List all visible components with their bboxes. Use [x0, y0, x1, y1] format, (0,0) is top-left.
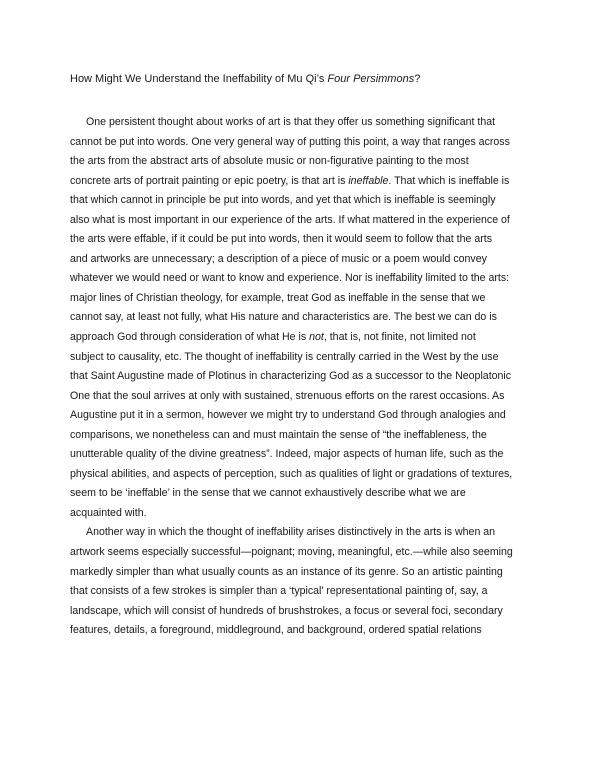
paragraph-line — [70, 328, 546, 348]
paragraph-line: markedly simpler than what usually counts as an instance of its genre. So an artistic painting — [70, 565, 503, 578]
paragraph-line: whatever we would need or want to know and experience. Nor is ineffability limited to the arts: — [70, 272, 510, 285]
paragraph-line: artwork seems especially successful—poignant; moving, meaningful, etc.—while also seeming — [70, 546, 513, 559]
paragraph-1 — [70, 113, 546, 523]
paragraph-line: the arts were effable, if it could be put into words, then it would seem to follow that the arts — [70, 233, 493, 246]
paragraph-line: also what is most important in our experience of the arts. If what mattered in the experience of — [70, 213, 510, 226]
paragraph-line: physical abilities, and aspects of perception, such as qualities of light or gradations of textures, — [70, 467, 513, 480]
document-body — [70, 113, 546, 641]
paragraph-line: the arts from the abstract arts of absolute music or non-figurative painting to the most — [70, 155, 469, 168]
line-segment: . That which is ineffable is — [388, 174, 510, 187]
paragraph-line: landscape, which will consist of hundreds of brushstrokes, a focus or several foci, secondary — [70, 604, 503, 617]
paragraph-line: subject to causality, etc. The thought of ineffability is centrally carried in the West by the use — [70, 350, 499, 363]
paragraph-line: Another way in which the thought of ineffability arises distinctively in the arts is when an — [86, 526, 496, 539]
paragraph-line: cannot be put into words. One very general way of putting this point, a way that ranges across — [70, 135, 510, 148]
title-suffix: ? — [414, 73, 421, 85]
italic-term: ineffable — [348, 174, 389, 187]
paragraph-line: One that the soul arrives at only with sustained, strenuous efforts on the rarest occasions. As — [70, 389, 505, 402]
paragraph-line: major lines of Christian theology, for example, treat God as ineffable in the sense that we — [70, 291, 486, 304]
title-text: How Might We Understand the Ineffability of Mu Qi’s — [70, 73, 328, 85]
title-italic-text: Four Persimmons — [327, 73, 415, 85]
document-title — [70, 72, 540, 86]
paragraph-line: that consists of a few strokes is simpler than a ‘typical’ representational painting of, say, a — [70, 585, 488, 598]
paragraph-line: features, details, a foreground, middleground, and background, ordered spatial relations — [70, 624, 482, 637]
paragraph-line: One persistent thought about works of art is that they offer us something significant that — [86, 116, 496, 128]
italic-term: not — [309, 331, 324, 344]
line-segment: concrete arts of portrait painting or epic poetry, is that art is — [70, 174, 349, 187]
paragraph-line: acquainted with. — [70, 506, 147, 519]
paragraph-line: that which cannot in principle be put into words, and yet that which is ineffable is seemingly — [70, 194, 496, 207]
paragraph-line: comparisons, we nonetheless can and must maintain the sense of “the ineffableness, the — [70, 428, 487, 441]
paragraph-line: that Saint Augustine made of Plotinus in characterizing God as a successor to the Neoplatonic — [70, 370, 512, 383]
line-segment: approach God through consideration of what He is — [70, 331, 310, 344]
paragraph-line — [70, 172, 546, 192]
paragraph-line: Augustine put it in a sermon, however we might try to understand God through analogies and — [70, 409, 506, 422]
paragraph-line: cannot say, at least not fully, what His nature and characteristics are. The best we can do is — [70, 311, 497, 324]
paragraph-line: unutterable quality of the divine greatness”. Indeed, major aspects of human life, such as the — [70, 448, 504, 461]
paragraph-2 — [70, 523, 546, 640]
paragraph-line: seem to be ‘ineffable’ in the sense that we cannot exhaustively describe what we are — [70, 487, 466, 500]
line-segment: , that is, not finite, not limited not — [323, 331, 476, 344]
paragraph-line: and artworks are unnecessary; a description of a piece of music or a poem would convey — [70, 252, 487, 265]
